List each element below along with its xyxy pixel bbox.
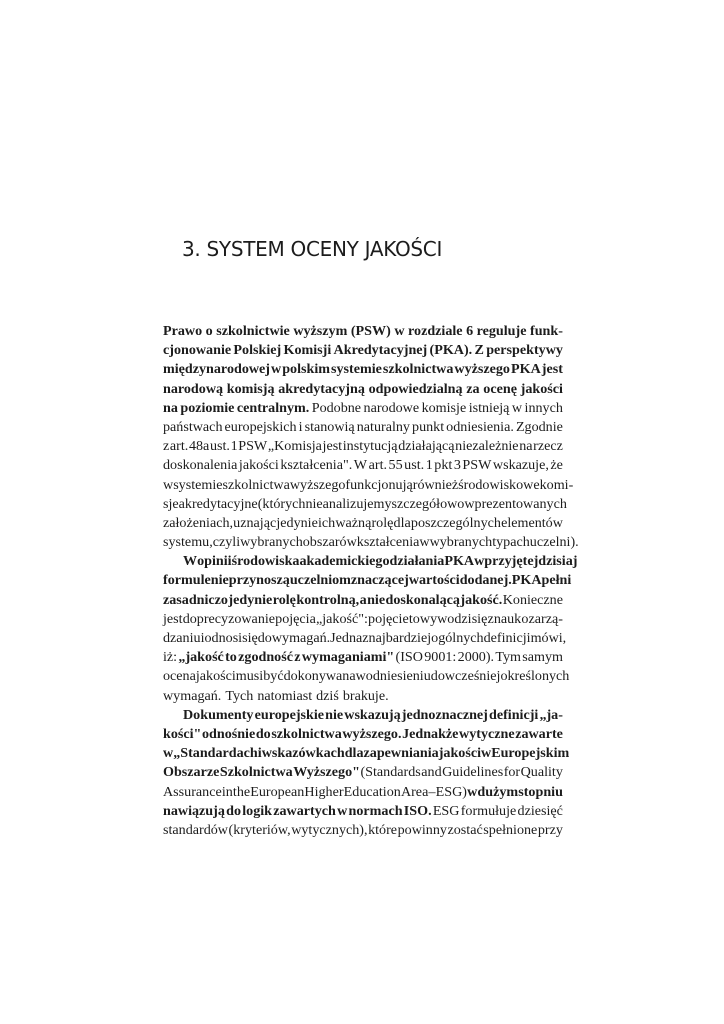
word: do <box>430 668 445 685</box>
word: ust. <box>404 457 425 474</box>
word: również <box>412 476 459 493</box>
word: się <box>471 610 488 627</box>
word: do <box>255 725 271 742</box>
text-line <box>163 322 563 341</box>
word: 1 <box>425 457 433 474</box>
word: z <box>294 649 301 666</box>
word: innych <box>524 399 563 416</box>
word: narodową <box>163 380 224 397</box>
word: kontrolną, <box>296 591 360 608</box>
word: w <box>467 783 478 800</box>
word: Higher <box>304 783 344 800</box>
word: dziś <box>316 687 339 704</box>
word: odniesienia. <box>446 418 514 435</box>
word: akademickiego <box>299 553 390 570</box>
word: musi <box>235 668 264 685</box>
text-line <box>163 437 563 456</box>
word: w <box>163 745 174 762</box>
word: W <box>183 553 198 570</box>
word: „jakość": <box>315 610 368 627</box>
word: stanowią <box>304 418 355 435</box>
word: na <box>519 438 533 455</box>
word: dzaniu <box>163 630 201 646</box>
word: logik <box>242 802 272 819</box>
word: wskazówkach <box>261 745 345 762</box>
word: doskonalącą <box>385 591 460 608</box>
word: nawiązują <box>163 802 225 819</box>
word: dla <box>344 745 364 762</box>
word: sje <box>163 495 179 512</box>
word: punkt <box>412 418 445 435</box>
word: uznając <box>233 514 277 531</box>
word: PKA <box>511 572 542 589</box>
word: systemie <box>331 361 382 378</box>
word: wskazują <box>344 706 401 723</box>
word: ESG <box>432 802 460 819</box>
word: państwach <box>163 418 223 435</box>
word: analizujemy <box>322 495 392 512</box>
word: zapewniania <box>363 745 439 762</box>
text-line <box>163 495 567 514</box>
word: komisje <box>421 399 467 416</box>
word: szkolnictwa <box>271 725 342 742</box>
word: w <box>271 361 282 378</box>
word: uczelni). <box>529 534 579 551</box>
word: z <box>487 610 494 627</box>
word: Jedna <box>330 630 363 646</box>
word: działania <box>389 553 445 570</box>
word: PSW <box>462 457 492 474</box>
word: międzynarodowej <box>163 361 270 378</box>
word: w <box>511 399 523 416</box>
word: zawarte <box>515 725 563 742</box>
text-line <box>163 571 572 590</box>
word: „jakość <box>178 649 224 666</box>
word: doprecyzowanie <box>182 610 276 627</box>
word: (których <box>257 495 306 512</box>
word: istnieją <box>468 399 510 416</box>
word: rolę <box>272 591 296 608</box>
word: to <box>225 649 237 666</box>
word: nie <box>305 495 323 512</box>
word: Dokumenty <box>183 706 254 723</box>
word: funk- <box>530 323 563 339</box>
word: definicji <box>483 630 531 646</box>
word: formule <box>163 572 211 589</box>
word: wymaganiami" <box>301 649 395 666</box>
word: Prawo <box>163 323 203 339</box>
word: wyższym <box>293 323 348 339</box>
word: ust. <box>209 438 230 455</box>
word: komi- <box>539 476 574 493</box>
word: nie <box>210 572 229 589</box>
word: in <box>221 783 233 800</box>
chapter-body-text <box>163 322 579 840</box>
word: polskim <box>282 361 330 378</box>
word: w <box>474 553 485 570</box>
word: standardów <box>163 821 228 838</box>
word: Europejskim <box>491 745 570 762</box>
word: Wyższego" <box>293 764 360 781</box>
word: 48a <box>188 438 210 455</box>
word: się <box>242 630 258 646</box>
word: Tych <box>225 687 254 704</box>
word: i <box>257 745 262 762</box>
word: wyższego. <box>342 725 402 742</box>
word: wartości <box>408 572 460 589</box>
word: pełni <box>541 572 572 589</box>
word: środowiska <box>231 553 300 570</box>
word: w <box>481 745 492 762</box>
word: Area <box>400 783 429 800</box>
text-line <box>163 591 563 610</box>
word: w <box>464 495 475 512</box>
word: zgodność <box>238 649 293 666</box>
word: określonych <box>500 668 570 685</box>
word: jakość. <box>460 591 503 608</box>
word: 1 <box>230 438 238 455</box>
word: dodanej. <box>459 572 512 589</box>
word: w <box>419 534 430 551</box>
word: wskazuje, <box>492 457 549 474</box>
text-line <box>163 533 579 552</box>
word: „ja- <box>539 706 563 723</box>
text-line <box>163 418 563 437</box>
word: jest <box>541 361 563 378</box>
word: za <box>466 380 480 397</box>
word: jakości <box>238 457 279 474</box>
word: brakuje. <box>342 687 389 704</box>
word: Konieczne <box>502 591 563 608</box>
word: definicji <box>489 706 539 723</box>
word: wymagań. <box>271 630 331 646</box>
word: dziesięć <box>517 802 563 819</box>
word: szkolnictwa <box>382 361 454 378</box>
word: Polskiej <box>233 342 282 359</box>
word: czyli <box>212 534 241 551</box>
word: naturalny <box>356 418 410 435</box>
word: 6 <box>466 323 474 339</box>
word: jest <box>322 438 343 455</box>
word: Education <box>343 783 401 800</box>
text-line <box>163 783 563 802</box>
word: Akredytacyjnej <box>333 342 428 359</box>
word: pojęcia <box>275 610 316 627</box>
word: do <box>257 630 272 646</box>
word: wytycznych), <box>291 821 368 838</box>
word: na <box>163 399 178 416</box>
word: Obszarze <box>163 764 220 781</box>
word: powinny <box>397 821 447 838</box>
word: nie <box>325 706 344 723</box>
word: w <box>355 668 366 685</box>
word: jedynie <box>228 591 273 608</box>
word: odpowiedzialną <box>368 380 463 397</box>
word: elementów <box>501 514 563 531</box>
word: rzecz <box>533 438 563 455</box>
word: poziomie <box>180 399 235 416</box>
text-line <box>163 706 563 725</box>
word: (kryteriów, <box>228 821 291 838</box>
word: do <box>226 802 241 819</box>
word: doskonalenia <box>163 457 238 474</box>
word: the <box>232 783 251 800</box>
word: perspektywy <box>486 342 563 359</box>
word: Assurance <box>163 783 222 800</box>
text-line <box>163 514 563 533</box>
word: ich <box>317 514 336 531</box>
text-line <box>163 341 563 360</box>
text-line <box>163 476 574 495</box>
word: (PKA). <box>429 342 473 359</box>
text-line <box>163 821 563 840</box>
word: narodowe <box>363 399 420 416</box>
word: 9001: <box>424 649 457 666</box>
word: zarzą- <box>528 610 563 627</box>
word: wymagań. <box>163 687 222 704</box>
word: środowiskowe <box>458 476 540 493</box>
text-line <box>163 667 570 686</box>
word: a <box>359 591 367 608</box>
word: rozdziale <box>408 323 463 339</box>
word: stopniu <box>518 783 563 800</box>
word: – <box>428 783 436 800</box>
word: ocenę <box>483 380 517 397</box>
word: kości" <box>163 725 202 742</box>
text-line <box>163 648 563 667</box>
word: obszarów <box>302 534 357 551</box>
word: pojęcie <box>368 610 409 627</box>
word: wcześniej <box>444 668 501 685</box>
word: Zgodnie <box>515 418 563 435</box>
text-line <box>163 456 563 475</box>
word: zostać <box>447 821 483 838</box>
word: ISO. <box>403 802 432 819</box>
word: European <box>250 783 305 800</box>
word: and <box>421 764 442 781</box>
word: ważną <box>335 514 372 531</box>
word: funkcjonują <box>345 476 413 493</box>
word: szczegółowo <box>391 495 465 512</box>
word: wybranych <box>240 534 303 551</box>
text-line <box>163 360 563 379</box>
word: instytucją <box>342 438 398 455</box>
word: kształcenia". <box>280 457 353 474</box>
word: spełnione <box>483 821 538 838</box>
word: Jednakże <box>402 725 459 742</box>
text-line <box>163 802 563 821</box>
word: przynoszą <box>228 572 290 589</box>
word: z <box>362 630 369 646</box>
word: 3 <box>453 457 461 474</box>
word: to <box>408 610 420 627</box>
word: w <box>394 323 405 339</box>
word: jakości <box>195 668 236 685</box>
word: szkolnictwie <box>216 323 290 339</box>
word: przy <box>537 821 563 838</box>
word: rolę <box>371 514 394 531</box>
word: odnośnie <box>201 725 256 742</box>
word: Z <box>474 342 484 359</box>
text-line <box>163 610 563 629</box>
word: wybranych <box>429 534 493 551</box>
word: które <box>368 821 398 838</box>
word: wytyczne <box>459 725 515 742</box>
word: dzisiaj <box>538 553 578 570</box>
word: (PSW) <box>350 323 391 339</box>
word: Quality <box>520 764 563 781</box>
word: europejskich <box>224 418 297 435</box>
word: for <box>503 764 521 781</box>
word: o <box>205 323 213 339</box>
word: mówi, <box>530 630 567 646</box>
word: Guidelines <box>442 764 504 781</box>
word: systemu, <box>163 534 213 551</box>
word: że <box>550 457 563 474</box>
word: centralnym. <box>236 399 310 416</box>
text-line <box>163 629 567 648</box>
word: najbardziej <box>368 630 432 646</box>
text-line <box>163 399 563 418</box>
word: akredytacyjną <box>278 380 365 397</box>
word: natomiast <box>257 687 313 704</box>
text-line <box>163 725 563 744</box>
word: ogólnych <box>431 630 484 646</box>
word: jedynie <box>276 514 318 531</box>
word: przyjętej <box>484 553 539 570</box>
word: Tym <box>495 649 521 666</box>
word: „Standardach <box>173 745 258 762</box>
word: wywodzi <box>419 610 472 627</box>
word: W <box>353 457 368 474</box>
word: być <box>263 668 284 685</box>
word: jakości <box>438 745 481 762</box>
word: poszczególnych <box>410 514 501 531</box>
word: PSW <box>238 438 268 455</box>
word: jest <box>163 610 183 627</box>
word: niezależnie <box>455 438 519 455</box>
word: 2000). <box>457 649 495 666</box>
word: zasadniczo <box>163 591 228 608</box>
word: odnosi <box>204 630 243 646</box>
text-line <box>163 687 563 706</box>
word: uczelniom <box>289 572 351 589</box>
word: w <box>337 802 348 819</box>
word: samym <box>522 649 563 666</box>
word: jakości <box>520 380 563 397</box>
word: PKA <box>444 553 475 570</box>
word: i <box>298 418 303 435</box>
word: założeniach, <box>163 514 234 531</box>
word: działającą <box>398 438 455 455</box>
word: art. <box>169 438 189 455</box>
word: szkolnictwa <box>222 476 290 493</box>
chapter-title: 3. SYSTEM OCENY JAKOŚCI <box>182 237 443 261</box>
word: dla <box>393 514 411 531</box>
word: PKA <box>511 361 541 378</box>
word: znaczącej <box>350 572 409 589</box>
word: (Standards <box>360 764 421 781</box>
word: komisją <box>226 380 275 397</box>
word: Podobne <box>311 399 362 416</box>
word: wyższego <box>454 361 510 378</box>
word: dużym <box>477 783 519 800</box>
word: normach <box>348 802 403 819</box>
text-line <box>163 552 578 571</box>
word: (ISO <box>395 649 423 666</box>
word: systemie <box>173 476 223 493</box>
word: 55 <box>388 457 403 474</box>
word: kształcenia <box>356 534 420 551</box>
word: art. <box>368 457 388 474</box>
text-line <box>163 763 563 782</box>
word: nauk <box>493 610 522 627</box>
word: i <box>200 630 205 646</box>
word: ocena <box>163 668 196 685</box>
word: z <box>163 438 170 455</box>
text-line <box>163 380 563 399</box>
word: nie <box>367 591 386 608</box>
word: formułuje <box>460 802 517 819</box>
text-line <box>163 744 570 763</box>
word: zawartych <box>273 802 336 819</box>
word: europejskie <box>254 706 325 723</box>
word: typach <box>492 534 530 551</box>
word: o <box>521 610 529 627</box>
word: jednoznacznej <box>401 706 488 723</box>
word: „Komisja <box>267 438 322 455</box>
word: w <box>163 476 174 493</box>
word: opinii <box>197 553 232 570</box>
word: iż: <box>163 649 178 666</box>
word: prezentowanych <box>474 495 567 512</box>
word: odniesieniu <box>365 668 431 685</box>
word: cjonowanie <box>163 342 232 359</box>
word: Szkolnictwa <box>219 764 293 781</box>
word: wyższego <box>289 476 346 493</box>
word: Komisji <box>283 342 332 359</box>
word: ESG) <box>435 783 467 800</box>
word: reguluje <box>476 323 527 339</box>
word: dokonywana <box>283 668 356 685</box>
word: pkt <box>434 457 453 474</box>
word: akredytacyjne <box>178 495 258 512</box>
